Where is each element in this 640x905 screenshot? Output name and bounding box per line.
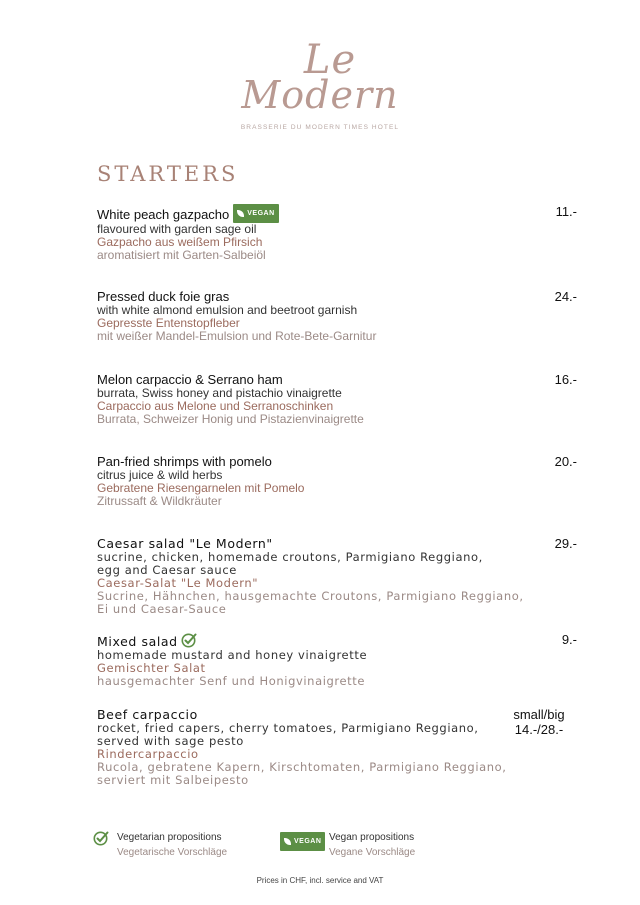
vegetarian-icon xyxy=(93,830,109,846)
item-name-de: Caesar-Salat "Le Modern" xyxy=(97,576,259,590)
item-name-de: Carpaccio aus Melone und Serranoschinken xyxy=(97,399,334,413)
logo-tagline: BRASSERIE DU MODERN TIMES HOTEL xyxy=(240,124,400,131)
menu-item xyxy=(97,372,577,426)
legend-vegan xyxy=(280,830,415,860)
item-description-de: mit weißer Mandel-Emulsion und Rote-Bete-Garnitur xyxy=(97,329,377,343)
item-description-de: serviert mit Salbeipesto xyxy=(97,773,249,787)
legend-vegetarian xyxy=(93,830,227,860)
legend-vegetarian-de: Vegetarische Vorschläge xyxy=(117,847,228,858)
item-name-de: Gepresste Entenstopfleber xyxy=(97,316,240,330)
item-description-de: Ei und Caesar-Sauce xyxy=(97,602,227,616)
logo xyxy=(0,37,640,131)
menu-item xyxy=(97,454,577,508)
item-name: Caesar salad "Le Modern" xyxy=(97,536,273,551)
vegan-badge: VEGAN xyxy=(233,204,278,223)
item-description: citrus juice & wild herbs xyxy=(97,468,223,482)
item-description: rocket, fried capers, cherry tomatoes, Parmigiano Reggiano, xyxy=(97,721,479,735)
item-description-de: Sucrine, Hähnchen, hausgemachte Croutons, Parmigiano Reggiano, xyxy=(97,589,524,603)
menu-item xyxy=(97,289,577,343)
item-name: Pressed duck foie gras xyxy=(97,289,230,304)
legend-vegetarian-en: Vegetarian propositions xyxy=(117,832,222,843)
menu-item xyxy=(97,707,577,787)
item-name-de: Rindercarpaccio xyxy=(97,747,199,761)
item-name-de: Gebratene Riesengarnelen mit Pomelo xyxy=(97,481,305,495)
item-description: sucrine, chicken, homemade croutons, Parmigiano Reggiano, xyxy=(97,550,483,564)
item-description: with white almond emulsion and beetroot garnish xyxy=(97,303,358,317)
item-name: Pan-fried shrimps with pomelo xyxy=(97,454,272,469)
price-note: Prices in CHF, incl. service and VAT xyxy=(256,876,384,885)
logo-line-modern: Modern xyxy=(241,73,399,117)
menu-item xyxy=(97,632,577,688)
item-description: egg and Caesar sauce xyxy=(97,563,237,577)
menu-item xyxy=(97,536,577,616)
leaf-icon xyxy=(237,210,244,217)
item-description: flavoured with garden sage oil xyxy=(97,222,257,236)
item-description-de: Rucola, gebratene Kapern, Kirschtomaten, Parmigiano Reggiano, xyxy=(97,760,507,774)
item-name-de: Gazpacho aus weißem Pfirsich xyxy=(97,235,263,249)
legend-vegan-en: Vegan propositions xyxy=(329,832,415,843)
item-description: served with sage pesto xyxy=(97,734,244,748)
item-price: 11.- xyxy=(555,204,577,219)
item-name: Melon carpaccio & Serrano ham xyxy=(97,372,283,387)
section-title: STARTERS xyxy=(97,162,239,186)
vegan-badge: VEGAN xyxy=(280,832,325,851)
item-description: burrata, Swiss honey and pistachio vinaigrette xyxy=(97,386,342,400)
item-price: 29.- xyxy=(554,536,577,551)
item-price: 24.- xyxy=(554,289,577,304)
item-price: 20.- xyxy=(554,454,577,469)
item-price: 9.- xyxy=(561,632,577,647)
item-description-de: hausgemachter Senf und Honigvinaigrette xyxy=(97,674,366,688)
item-name: Beef carpaccio xyxy=(97,707,198,722)
item-description-de: Burrata, Schweizer Honig und Pistazienvinaigrette xyxy=(97,412,364,426)
item-name: White peach gazpacho VEGAN xyxy=(97,204,577,223)
legend-vegan-de: Vegane Vorschläge xyxy=(329,847,416,858)
price-size-label: small/big xyxy=(513,707,565,722)
item-name-de: Gemischter Salat xyxy=(97,661,206,675)
leaf-icon xyxy=(284,838,291,845)
item-price: 16.- xyxy=(554,372,577,387)
item-description-de: Zitrussaft & Wildkräuter xyxy=(97,494,222,508)
price-values: 14.-/28.- xyxy=(514,722,564,737)
item-description-de: aromatisiert mit Garten-Salbeiöl xyxy=(97,248,266,262)
item-name: Mixed salad xyxy=(97,632,577,649)
menu-item xyxy=(97,204,577,262)
vegetarian-icon xyxy=(181,632,197,648)
logo-line-le: Le xyxy=(303,37,357,83)
item-price xyxy=(499,707,579,737)
item-description: homemade mustard and honey vinaigrette xyxy=(97,648,368,662)
